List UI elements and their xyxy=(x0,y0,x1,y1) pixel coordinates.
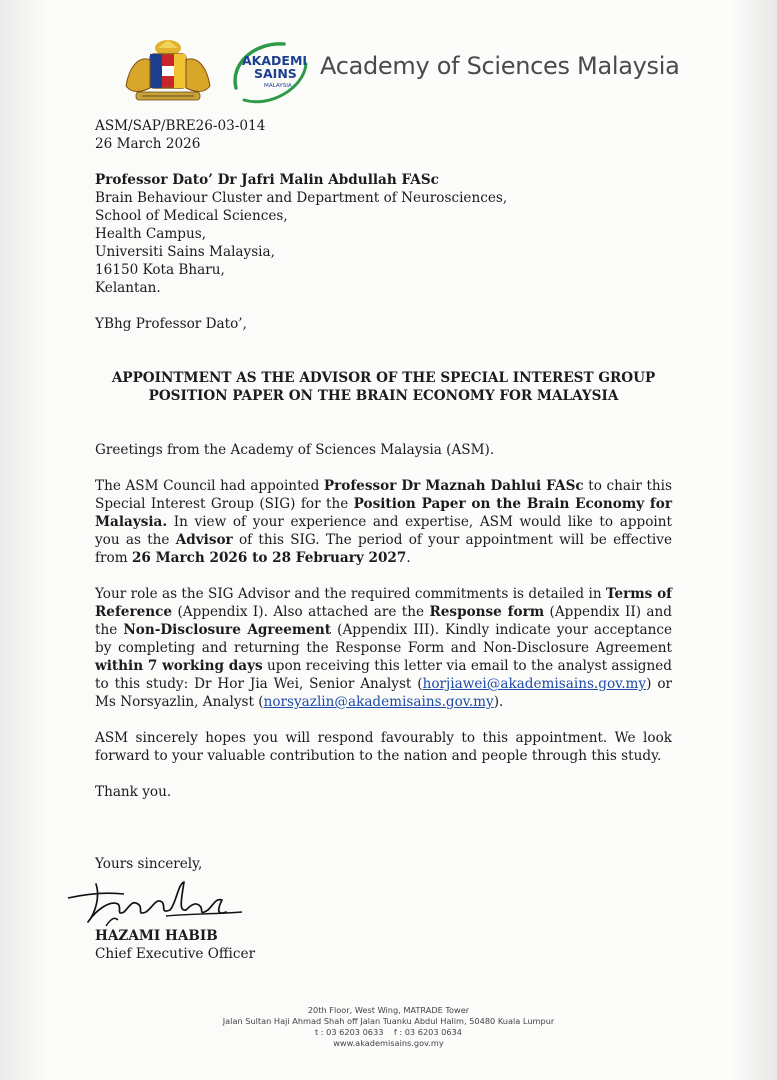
logo-text-akademi: AKADEMI xyxy=(242,53,308,68)
signatory-name: HAZAMI HABIB xyxy=(95,928,218,944)
academy-logo-icon xyxy=(224,34,324,104)
email-link-norsyazlin[interactable]: norsyazlin@akademisains.gov.my xyxy=(263,694,494,710)
website-link[interactable]: www.akademisains.gov.my xyxy=(333,1038,444,1048)
footer-address-line: Jalan Sultan Haji Ahmad Shah off Jalan Tuanku Abdul Halim, 50480 Kuala Lumpur xyxy=(222,1016,555,1026)
nda: Non-Disclosure Agreement xyxy=(123,622,332,638)
closing: Yours sincerely, xyxy=(95,856,203,872)
greeting: Greetings from the Academy of Sciences Malaysia (ASM). xyxy=(95,442,495,458)
address-line: Universiti Sains Malaysia, xyxy=(95,244,275,260)
text: ). xyxy=(493,694,504,710)
deadline: within 7 working days xyxy=(95,658,263,674)
appointment-paragraph xyxy=(95,477,672,567)
text: Your role as the SIG Advisor and the required commitments is detailed in xyxy=(95,586,606,602)
text: upon receiving this letter via email to the analyst assigned to this study: Dr Hor Jia Wei, Senior Analyst ( xyxy=(95,658,673,692)
footer-contact xyxy=(0,1027,777,1038)
subject-line: APPOINTMENT AS THE ADVISOR OF THE SPECIAL INTEREST GROUP xyxy=(111,370,656,386)
role-name: Advisor xyxy=(175,532,233,548)
text: ) or Ms Norsyazlin, Analyst ( xyxy=(95,676,672,710)
footer-address-line: 20th Floor, West Wing, MATRADE Tower xyxy=(307,1005,470,1015)
text: to chair this Special Interest Group (SIG) for the xyxy=(95,478,672,512)
letter-footer xyxy=(0,1005,777,1049)
terms-of-reference: Terms of Reference xyxy=(95,586,672,620)
text: The ASM Council had appointed xyxy=(95,478,324,494)
handwritten-signature-icon xyxy=(66,876,248,936)
subject-line: POSITION PAPER ON THE BRAIN ECONOMY FOR MALAYSIA xyxy=(148,388,619,404)
text: (Appendix III). Kindly indicate your acceptance by completing and returning the Response Form and Non-Disclosure Agreement xyxy=(95,622,672,656)
text: (Appendix I). Also attached are the xyxy=(172,604,430,620)
response-form: Response form xyxy=(429,604,545,620)
address-line: Brain Behaviour Cluster and Department of Neurosciences, xyxy=(95,190,508,206)
address-line: Health Campus, xyxy=(95,226,207,242)
letter-date: 26 March 2026 xyxy=(95,136,201,152)
appointment-period: 26 March 2026 to 28 February 2027 xyxy=(131,550,407,566)
role-paragraph xyxy=(95,585,672,711)
letter-body xyxy=(95,117,672,963)
logo-text-sains: SAINS xyxy=(254,66,297,81)
chair-name: Professor Dr Maznah Dahlui FASc xyxy=(323,478,584,494)
address-line: Kelantan. xyxy=(95,280,161,296)
paper-title: Position Paper on the Brain Economy for Malaysia. xyxy=(95,496,672,530)
recipient-name: Professor Dato’ Dr Jafri Malin Abdullah FASc xyxy=(95,172,439,188)
thanks: Thank you. xyxy=(95,784,172,800)
letterhead xyxy=(120,34,680,104)
salutation: YBhg Professor Dato’, xyxy=(95,316,247,332)
organization-name: Academy of Sciences Malaysia xyxy=(320,52,680,80)
text: . xyxy=(406,550,411,566)
address-line: School of Medical Sciences, xyxy=(95,208,288,224)
text: of this SIG. The period of your appointment will be effective from xyxy=(95,532,672,566)
phone-number: t : 03 6203 0633 xyxy=(314,1027,384,1037)
fax-number: f : 03 6203 0634 xyxy=(393,1027,463,1037)
reference-number: ASM/SAP/BRE26-03-014 xyxy=(95,118,266,134)
address-line: 16150 Kota Bharu, xyxy=(95,262,225,278)
logo-text-malaysia: MALAYSIA xyxy=(264,83,292,89)
closing-paragraph: ASM sincerely hopes you will respond favourably to this appointment. We look forward to your valuable contribution to the nation and people through this study. xyxy=(95,730,672,764)
text: In view of your experience and expertise, ASM would like to appoint you as the xyxy=(95,514,672,548)
coat-of-arms-icon xyxy=(120,38,216,104)
text: (Appendix II) and the xyxy=(95,604,672,638)
email-link-horjiawei[interactable]: horjiawei@akademisains.gov.my xyxy=(422,676,647,692)
signatory-title: Chief Executive Officer xyxy=(95,946,256,962)
